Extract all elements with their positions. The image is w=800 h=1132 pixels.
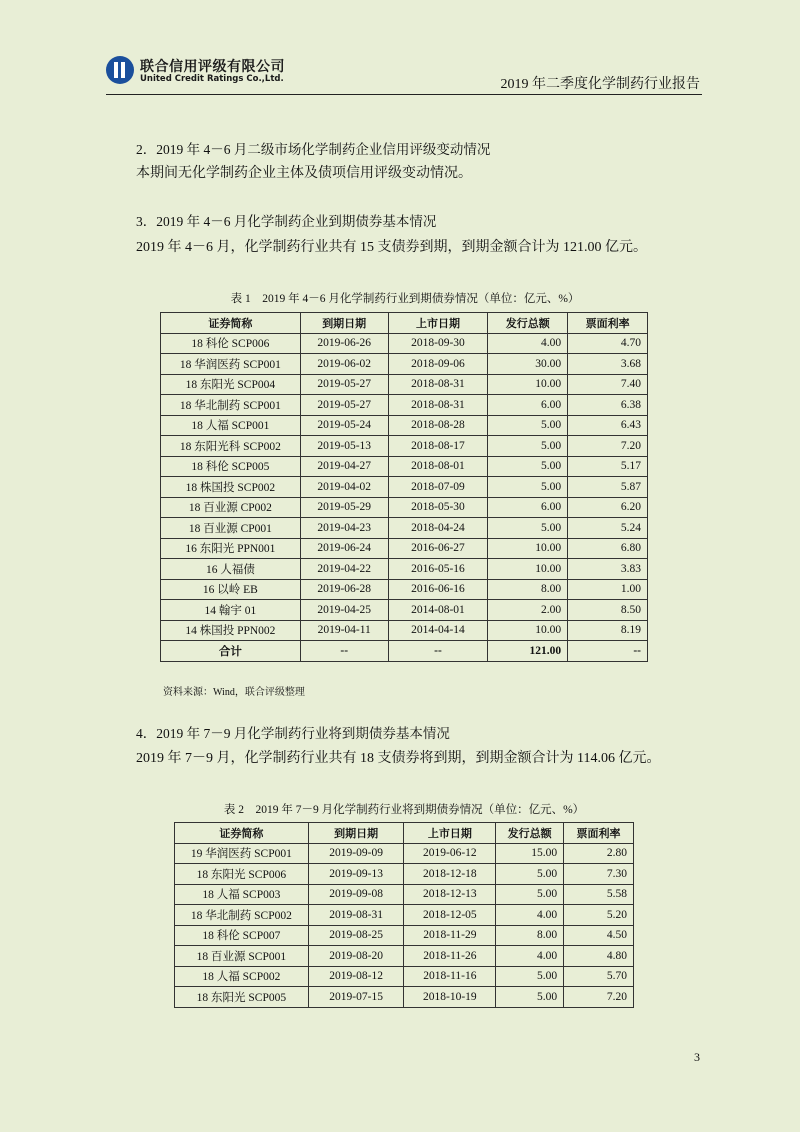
table-cell: 3.83 xyxy=(568,559,648,580)
table-cell: 5.00 xyxy=(488,456,568,477)
table-cell: 5.17 xyxy=(568,456,648,477)
table-cell: 2018-08-28 xyxy=(388,415,488,436)
table-cell: 5.00 xyxy=(496,966,564,987)
table-cell: 18 人福 SCP003 xyxy=(175,884,309,905)
table-cell: 4.50 xyxy=(564,925,634,946)
table-cell: 2019-05-13 xyxy=(300,436,388,457)
table-row xyxy=(161,600,648,621)
company-name-en: United Credit Ratings Co.,Ltd. xyxy=(140,74,284,84)
table-cell: 5.24 xyxy=(568,518,648,539)
column-header: 证券简称 xyxy=(161,313,301,334)
table-row xyxy=(161,436,648,457)
page-number: 3 xyxy=(694,1050,700,1064)
table-row xyxy=(175,843,634,864)
table-row xyxy=(161,354,648,375)
table-cell: 2018-09-06 xyxy=(388,354,488,375)
table-cell: 2019-09-09 xyxy=(308,843,404,864)
table-cell: 18 百业源 SCP001 xyxy=(175,946,309,967)
table-cell: 2.80 xyxy=(564,843,634,864)
column-header: 到期日期 xyxy=(300,313,388,334)
table-cell: 4.00 xyxy=(488,333,568,354)
table-cell: 2019-06-02 xyxy=(300,354,388,375)
table-row xyxy=(161,395,648,416)
table-cell: 4.00 xyxy=(496,905,564,926)
table-1-header-row xyxy=(161,313,648,334)
section-3-heading: 3．2019 年 4－6 月化学制药企业到期债券基本情况 xyxy=(136,214,437,229)
table-2-caption: 表 2 2019 年 7－9 月化学制药行业将到期债券情况（单位：亿元、%） xyxy=(223,804,585,816)
table-cell: 2018-11-26 xyxy=(404,946,496,967)
table-cell: 2019-08-20 xyxy=(308,946,404,967)
table-cell: 2016-06-16 xyxy=(388,579,488,600)
table-cell: 2019-08-25 xyxy=(308,925,404,946)
table-cell: 2018-04-24 xyxy=(388,518,488,539)
table-cell: 2019-06-24 xyxy=(300,538,388,559)
table-row xyxy=(161,477,648,498)
table-cell: 18 百业源 CP001 xyxy=(161,518,301,539)
table-row xyxy=(161,620,648,641)
table-cell: 5.00 xyxy=(488,436,568,457)
table-cell: 18 东阳光科 SCP002 xyxy=(161,436,301,457)
table-cell: 18 株国投 SCP002 xyxy=(161,477,301,498)
table-cell: 2019-05-29 xyxy=(300,497,388,518)
table-cell: 7.20 xyxy=(568,436,648,457)
table-cell: 2018-08-31 xyxy=(388,374,488,395)
table-row xyxy=(175,864,634,885)
table-cell: 19 华润医药 SCP001 xyxy=(175,843,309,864)
table-cell: 2019-04-25 xyxy=(300,600,388,621)
table-row xyxy=(161,333,648,354)
table-cell: 16 以岭 EB xyxy=(161,579,301,600)
table-cell: 5.70 xyxy=(564,966,634,987)
table-cell: 6.43 xyxy=(568,415,648,436)
section-3-text: 2019 年 4－6 月，化学制药行业共有 15 支债券到期，到期金额合计为 121.00 亿元。 xyxy=(136,240,647,255)
table-cell: 18 科伦 SCP006 xyxy=(161,333,301,354)
table-cell: 4.70 xyxy=(568,333,648,354)
table-1-source: 资料来源：Wind，联合评级整理 xyxy=(163,687,305,698)
table-cell: 18 华润医药 SCP001 xyxy=(161,354,301,375)
table-cell: 10.00 xyxy=(488,538,568,559)
table-cell: 2019-08-12 xyxy=(308,966,404,987)
table-cell: 2019-09-08 xyxy=(308,884,404,905)
table-row xyxy=(161,538,648,559)
table-cell: 2018-12-13 xyxy=(404,884,496,905)
table-cell: 18 科伦 SCP005 xyxy=(161,456,301,477)
table-cell: 2014-08-01 xyxy=(388,600,488,621)
table-total-row xyxy=(161,641,648,662)
table-row xyxy=(175,884,634,905)
table-cell: 2019-05-27 xyxy=(300,374,388,395)
table-row xyxy=(161,579,648,600)
column-header: 发行总额 xyxy=(488,313,568,334)
table-row xyxy=(175,905,634,926)
table-cell: 2019-08-31 xyxy=(308,905,404,926)
table-cell: 10.00 xyxy=(488,374,568,395)
section-4-heading: 4．2019 年 7－9 月化学制药行业将到期债券基本情况 xyxy=(136,726,450,741)
table-row xyxy=(161,518,648,539)
table-cell: 2018-08-01 xyxy=(388,456,488,477)
table-total-cell: -- xyxy=(300,641,388,662)
table-cell: 3.68 xyxy=(568,354,648,375)
column-header: 票面利率 xyxy=(564,823,634,844)
table-cell: 16 东阳光 PPN001 xyxy=(161,538,301,559)
table-cell: 4.80 xyxy=(564,946,634,967)
table-cell: 2018-05-30 xyxy=(388,497,488,518)
table-cell: 18 人福 SCP002 xyxy=(175,966,309,987)
table-total-cell: -- xyxy=(388,641,488,662)
table-cell: 18 东阳光 SCP005 xyxy=(175,987,309,1008)
table-cell: 18 华北制药 SCP002 xyxy=(175,905,309,926)
table-row xyxy=(161,456,648,477)
table-cell: 5.00 xyxy=(488,415,568,436)
table-cell: 8.50 xyxy=(568,600,648,621)
table-cell: 18 百业源 CP002 xyxy=(161,497,301,518)
table-row xyxy=(161,374,648,395)
table-cell: 18 华北制药 SCP001 xyxy=(161,395,301,416)
header-divider xyxy=(106,94,702,95)
table-total-cell: 合计 xyxy=(161,641,301,662)
table-cell: 7.40 xyxy=(568,374,648,395)
table-row xyxy=(175,987,634,1008)
table-1-caption: 表 1 2019 年 4－6 月化学制药行业到期债券情况（单位：亿元、%） xyxy=(230,293,580,305)
table-cell: 6.00 xyxy=(488,497,568,518)
table-row xyxy=(161,415,648,436)
table-cell: 5.00 xyxy=(496,864,564,885)
table-cell: 6.38 xyxy=(568,395,648,416)
table-cell: 30.00 xyxy=(488,354,568,375)
table-cell: 2018-07-09 xyxy=(388,477,488,498)
table-cell: 2019-04-11 xyxy=(300,620,388,641)
table-cell: 2018-12-18 xyxy=(404,864,496,885)
company-name-cn: 联合信用评级有限公司 xyxy=(140,59,285,75)
table-cell: 2019-05-27 xyxy=(300,395,388,416)
table-cell: 16 人福债 xyxy=(161,559,301,580)
table-cell: 2019-04-02 xyxy=(300,477,388,498)
table-cell: 2018-09-30 xyxy=(388,333,488,354)
table-total-cell: 121.00 xyxy=(488,641,568,662)
company-logo xyxy=(106,56,286,88)
table-cell: 6.80 xyxy=(568,538,648,559)
column-header: 上市日期 xyxy=(388,313,488,334)
table-cell: 5.20 xyxy=(564,905,634,926)
table-cell: 6.00 xyxy=(488,395,568,416)
table-cell: 2.00 xyxy=(488,600,568,621)
table-row xyxy=(175,925,634,946)
table-cell: 2018-12-05 xyxy=(404,905,496,926)
table-cell: 5.00 xyxy=(488,477,568,498)
table-row xyxy=(161,559,648,580)
table-cell: 2019-04-27 xyxy=(300,456,388,477)
table-cell: 4.00 xyxy=(496,946,564,967)
column-header: 上市日期 xyxy=(404,823,496,844)
column-header: 发行总额 xyxy=(496,823,564,844)
table-cell: 2018-11-29 xyxy=(404,925,496,946)
table-cell: 2018-08-31 xyxy=(388,395,488,416)
table-cell: 2018-10-19 xyxy=(404,987,496,1008)
table-cell: 5.87 xyxy=(568,477,648,498)
table-2 xyxy=(174,822,634,1008)
section-2-text: 本期间无化学制药企业主体及债项信用评级变动情况。 xyxy=(136,166,472,181)
section-2-heading: 2．2019 年 4－6 月二级市场化学制药企业信用评级变动情况 xyxy=(136,142,491,157)
table-cell: 2019-05-24 xyxy=(300,415,388,436)
table-2-header-row xyxy=(175,823,634,844)
column-header: 证券简称 xyxy=(175,823,309,844)
table-cell: 2016-06-27 xyxy=(388,538,488,559)
table-cell: 2014-04-14 xyxy=(388,620,488,641)
column-header: 到期日期 xyxy=(308,823,404,844)
table-cell: 2019-04-22 xyxy=(300,559,388,580)
table-cell: 5.00 xyxy=(496,884,564,905)
table-cell: 14 株国投 PPN002 xyxy=(161,620,301,641)
table-cell: 2019-04-23 xyxy=(300,518,388,539)
table-cell: 2019-06-28 xyxy=(300,579,388,600)
table-cell: 8.19 xyxy=(568,620,648,641)
table-cell: 7.30 xyxy=(564,864,634,885)
table-cell: 1.00 xyxy=(568,579,648,600)
table-cell: 2019-07-15 xyxy=(308,987,404,1008)
table-cell: 6.20 xyxy=(568,497,648,518)
table-cell: 18 科伦 SCP007 xyxy=(175,925,309,946)
table-cell: 2016-05-16 xyxy=(388,559,488,580)
table-row xyxy=(175,966,634,987)
table-cell: 2019-06-26 xyxy=(300,333,388,354)
table-row xyxy=(175,946,634,967)
column-header: 票面利率 xyxy=(568,313,648,334)
table-cell: 14 翰宇 01 xyxy=(161,600,301,621)
table-total-cell: -- xyxy=(568,641,648,662)
table-cell: 2019-06-12 xyxy=(404,843,496,864)
table-cell: 8.00 xyxy=(496,925,564,946)
table-cell: 2019-09-13 xyxy=(308,864,404,885)
table-cell: 18 人福 SCP001 xyxy=(161,415,301,436)
table-cell: 10.00 xyxy=(488,559,568,580)
table-cell: 2018-11-16 xyxy=(404,966,496,987)
table-cell: 5.00 xyxy=(496,987,564,1008)
table-cell: 18 东阳光 SCP004 xyxy=(161,374,301,395)
table-cell: 5.00 xyxy=(488,518,568,539)
table-cell: 2018-08-17 xyxy=(388,436,488,457)
company-logo-icon xyxy=(106,56,134,84)
table-cell: 10.00 xyxy=(488,620,568,641)
table-cell: 8.00 xyxy=(488,579,568,600)
report-title: 2019 年二季度化学制药行业报告 xyxy=(500,77,700,92)
section-4-text: 2019 年 7－9 月，化学制药行业共有 18 支债券将到期，到期金额合计为 114.06 亿元。 xyxy=(136,751,661,766)
table-cell: 7.20 xyxy=(564,987,634,1008)
table-1 xyxy=(160,312,648,662)
table-cell: 5.58 xyxy=(564,884,634,905)
table-cell: 15.00 xyxy=(496,843,564,864)
table-row xyxy=(161,497,648,518)
table-cell: 18 东阳光 SCP006 xyxy=(175,864,309,885)
